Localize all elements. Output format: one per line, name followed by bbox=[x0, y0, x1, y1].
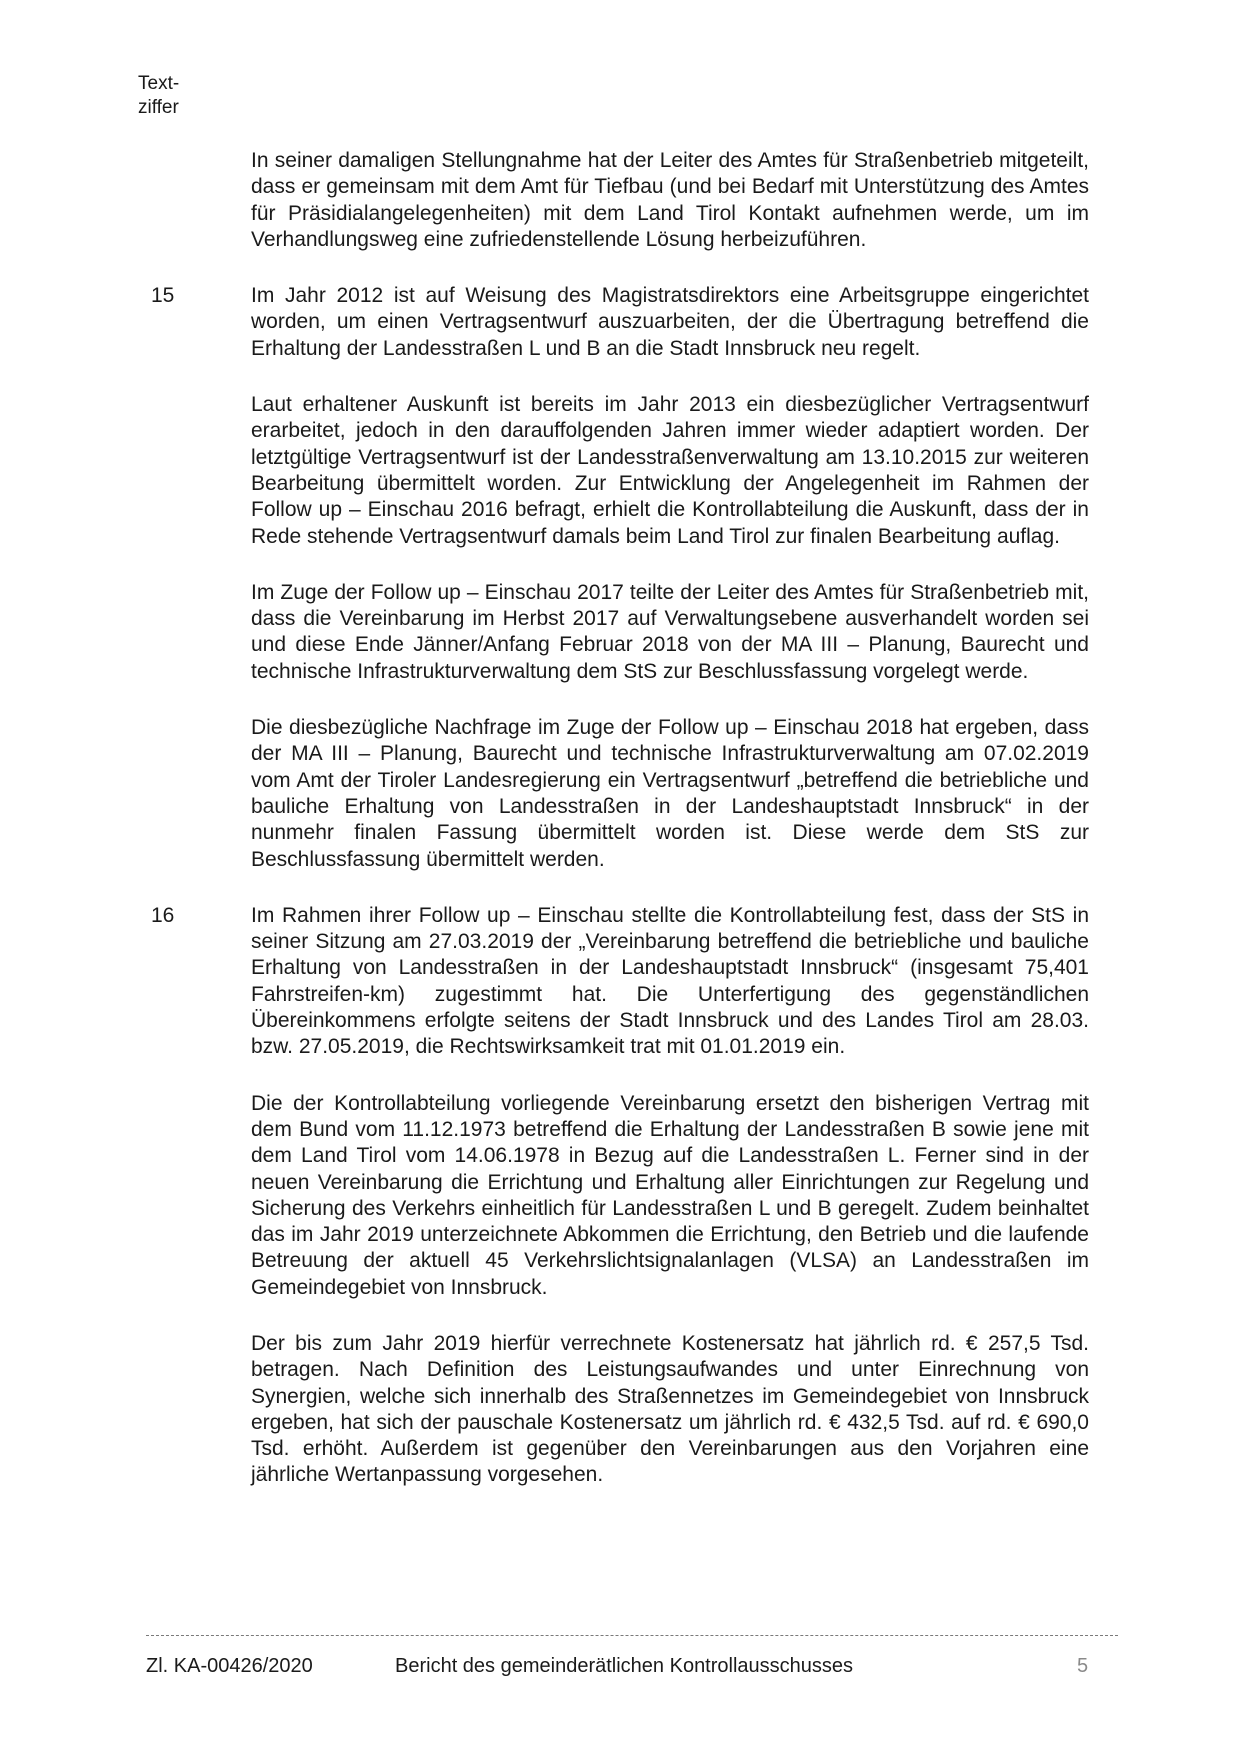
page-number: 5 bbox=[1077, 1655, 1089, 1677]
text-number: 16 bbox=[151, 903, 175, 927]
paragraph-block bbox=[0, 392, 1241, 550]
paragraph: Im Jahr 2012 ist auf Weisung des Magistratsdirektors eine Arbeitsgruppe eingerichtet worden, um einen Vertragsentwurf auszuarbeiten, der die Übertragung betreffend die Erhaltung der Landesstraßen L und B an die Stadt Innsbruck neu regelt. bbox=[251, 284, 1089, 360]
footer-title: Bericht des gemeinderätlichen Kontrollausschusses bbox=[395, 1655, 854, 1677]
text-number: 15 bbox=[151, 284, 175, 308]
margin-column-header bbox=[138, 72, 218, 120]
document-body bbox=[0, 148, 1241, 1519]
paragraph-block bbox=[0, 283, 1241, 362]
paragraph: In seiner damaligen Stellungnahme hat der Leiter des Amtes für Straßenbetrieb mitgeteilt, dass er gemeinsam mit dem Amt für Tiefbau (und bei Bedarf mit Unterstützung des Amtes für Präsidialangelegenheiten) mit dem Land Tirol Kontakt aufnehmen werde, um im Verhandlungsweg eine zufriedenstellende Lösung herbeizuführen. bbox=[251, 149, 1089, 251]
footer-reference: Zl. KA-00426/2020 bbox=[146, 1655, 313, 1677]
paragraph: Die diesbezügliche Nachfrage im Zuge der Follow up – Einschau 2018 hat ergeben, dass der MA III – Planung, Baurecht und technische Infrastrukturverwaltung am 07.02.2019 vom Amt der Tiroler Landesregierung ein Vertragsentwurf „betreffend die betriebliche und bauliche Erhaltung von Landesstraßen in der Landeshauptstadt Innsbruck“ in der nunmehr finalen Fassung übermittelt worden ist. Diese werde dem StS zur Beschlussfassung übermittelt werden. bbox=[251, 716, 1089, 871]
paragraph: Der bis zum Jahr 2019 hierfür verrechnete Kostenersatz hat jährlich rd. € 257,5 Tsd. betragen. Nach Definition des Leistungsaufwandes und unter Einrechnung von Synergien, welche sich innerhalb des Straßennetzes im Gemeindegebiet von Innsbruck ergeben, hat sich der pauschale Kostenersatz um jährlich rd. € 432,5 Tsd. auf rd. € 690,0 Tsd. erhöht. Außerdem ist gegenüber den Vereinbarungen aus den Vorjahren eine jährliche Wertanpassung vorgesehen. bbox=[251, 1331, 1089, 1487]
paragraph-block bbox=[0, 903, 1241, 1061]
margin-header-line-2: ziffer bbox=[138, 97, 179, 118]
paragraph: Im Zuge der Follow up – Einschau 2017 teilte der Leiter des Amtes für Straßenbetrieb mit, dass die Vereinbarung im Herbst 2017 auf Verwaltungsebene ausverhandelt worden sei und diese Ende Jänner/Anfang Februar 2018 von der MA III – Planung, Baurecht und technische Infrastrukturverwaltung dem StS zur Beschlussfassung vorgelegt werde. bbox=[251, 580, 1089, 683]
paragraph-block bbox=[0, 1091, 1241, 1301]
paragraph: Die der Kontrollabteilung vorliegende Vereinbarung ersetzt den bisherigen Vertrag mit dem Bund vom 11.12.1973 betreffend die Erhaltung der Landesstraßen B sowie jene mit dem Land Tirol vom 14.06.1978 in Bezug auf die Landesstraßen L. Ferner sind in der neuen Vereinbarung die Errichtung und Erhaltung aller Einrichtungen zur Regelung und Sicherung des Verkehrs einheitlich für Landesstraßen L und B geregelt. Zudem beinhaltet das im Jahr 2019 unterzeichnete Abkommen die Errichtung, den Betrieb und die laufende Betreuung der aktuell 45 Verkehrslichtsignalanlagen (VLSA) an Landesstraßen im Gemeindegebiet von Innsbruck. bbox=[251, 1091, 1089, 1299]
paragraph-block bbox=[0, 715, 1241, 873]
paragraph-block bbox=[0, 580, 1241, 685]
margin-header-line-1: Text- bbox=[138, 73, 180, 94]
paragraph-block bbox=[0, 148, 1241, 253]
paragraph-block bbox=[0, 1331, 1241, 1489]
paragraph: Im Rahmen ihrer Follow up – Einschau stellte die Kontrollabteilung fest, dass der StS in seiner Sitzung am 27.03.2019 der „Vereinbarung betreffend die betriebliche und bauliche Erhaltung von Landesstraßen in der Landeshauptstadt Innsbruck“ (insgesamt 75,401 Fahrstreifen-km) zugestimmt hat. Die Unterfertigung des gegenständlichen Übereinkommens erfolgte seitens der Stadt Innsbruck und des Landes Tirol am 28.03. bzw. 27.05.2019, die Rechtswirksamkeit trat mit 01.01.2019 ein. bbox=[251, 903, 1089, 1059]
paragraph: Laut erhaltener Auskunft ist bereits im Jahr 2013 ein diesbezüglicher Vertragsentwurf erarbeitet, jedoch in den darauffolgenden Jahren immer wieder adaptiert worden. Der letztgültige Vertragsentwurf ist der Landesstraßenverwaltung am 13.10.2015 zur weiteren Bearbeitung übermittelt worden. Zur Entwicklung der Angelegenheit im Rahmen der Follow up – Einschau 2016 befragt, erhielt die Kontrollabteilung die Auskunft, dass der in Rede stehende Vertragsentwurf damals beim Land Tirol zur finalen Bearbeitung auflag. bbox=[251, 393, 1089, 548]
footer-divider bbox=[146, 1635, 1118, 1636]
